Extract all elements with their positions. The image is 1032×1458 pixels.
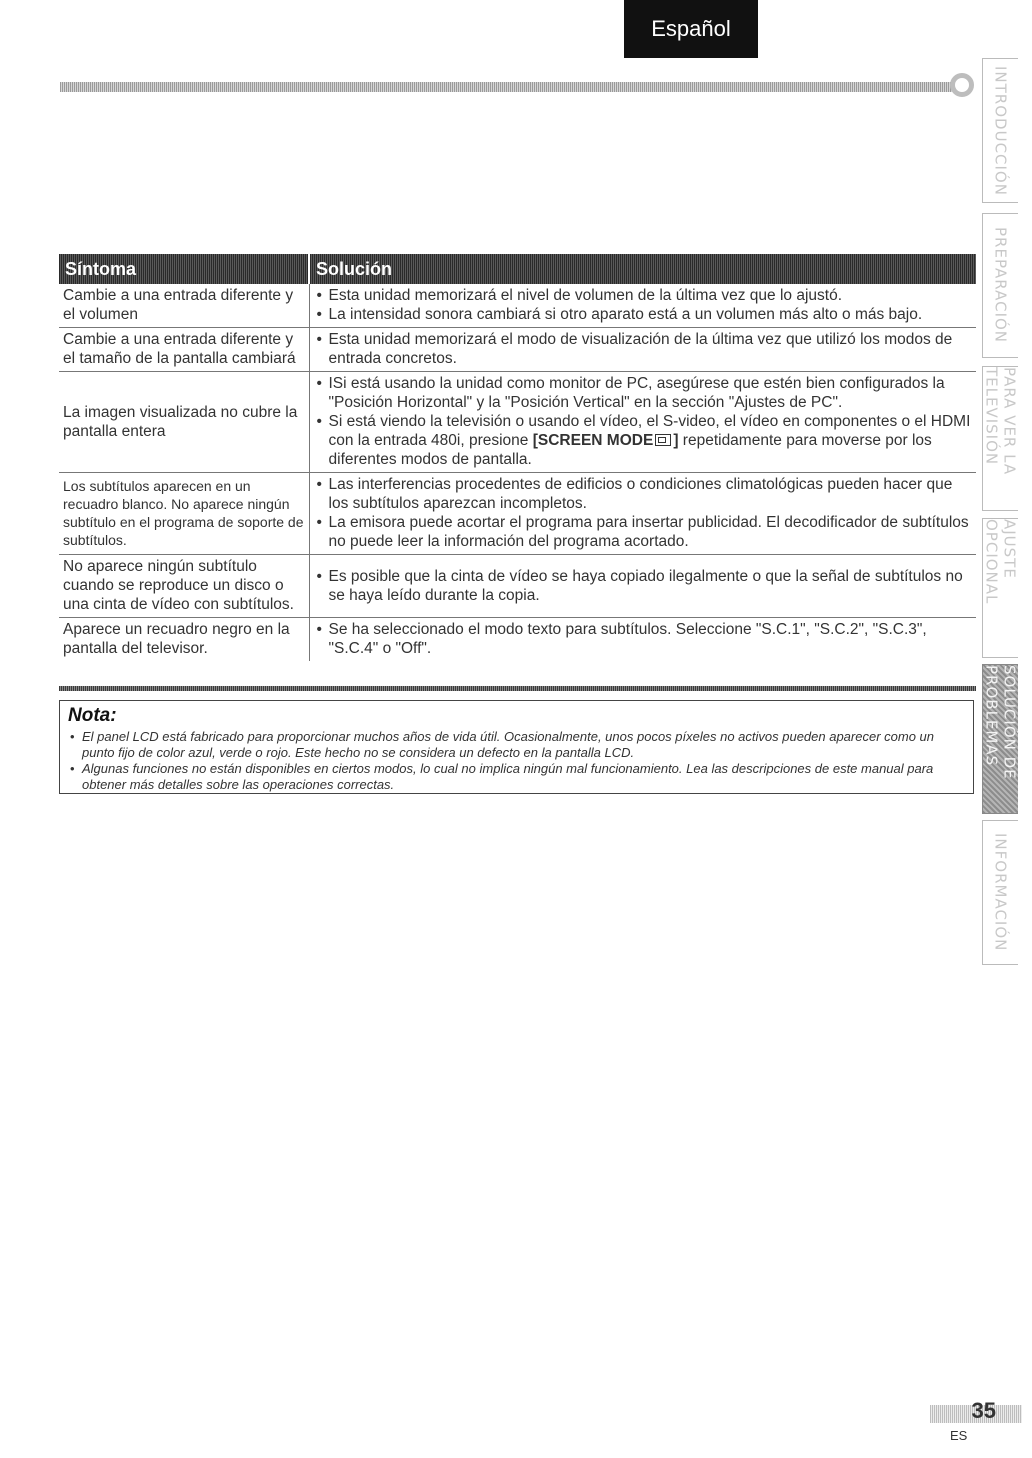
screen-mode-button-label: [SCREEN MODE	[532, 432, 654, 449]
solution-item: • Esta unidad memorizará el modo de visualización de la última vez que utilizó los modos de entrada concretos.	[314, 330, 973, 368]
symptom-cell: No aparece ningún subtítulo cuando se reproduce un disco o una cinta de vídeo con subtítulos.	[59, 555, 309, 618]
screen-mode-icon	[655, 434, 671, 446]
side-tab-label: INTRODUCCIÓN	[991, 65, 1010, 196]
troubleshooting-table	[59, 254, 976, 661]
symptom-cell: Aparece un recuadro negro en la pantalla del televisor.	[59, 618, 309, 662]
symptom-cell: Cambie a una entrada diferente y el tamaño de la pantalla cambiará	[59, 328, 309, 372]
top-rule	[60, 82, 952, 92]
table-bottom-rule	[59, 686, 976, 691]
table-row	[59, 618, 976, 662]
table-row	[59, 284, 976, 328]
solution-item: • ISi está usando la unidad como monitor de PC, asegúrese que estén bien configurados la "Posición Horizontal" y la "Posición Vertical" en la sección "Ajustes de PC".	[314, 374, 973, 412]
screen-mode-button-close: ]	[673, 432, 679, 449]
table-header-row	[59, 254, 976, 284]
symptom-cell: Los subtítulos aparecen en un recuadro blanco. No aparece ningún subtítulo en el programa de soporte de subtítulos.	[59, 473, 309, 555]
note-title: Nota:	[68, 705, 117, 726]
side-tab-informacion[interactable]	[982, 820, 1018, 965]
symptom-header: Síntoma	[59, 254, 309, 284]
solution-cell	[309, 284, 976, 328]
solution-cell	[309, 618, 976, 662]
note-box	[59, 700, 974, 794]
symptom-cell: La imagen visualizada no cubre la pantalla entera	[59, 372, 309, 473]
side-tab-introduccion[interactable]	[982, 58, 1018, 203]
solution-item: • La emisora puede acortar el programa para insertar publicidad. El decodificador de subtítulos no puede leer la información del programa acortado.	[314, 513, 973, 551]
solution-cell	[309, 328, 976, 372]
solution-item: • Se ha seleccionado el modo texto para subtítulos. Seleccione "S.C.1", "S.C.2", "S.C.3", "S.C.4" o "Off".	[314, 620, 973, 658]
side-tab-ajuste-opcional[interactable]	[982, 518, 1018, 658]
side-tab-preparacion[interactable]	[982, 213, 1018, 358]
side-tab-solucion-de-problemas[interactable]	[982, 664, 1018, 814]
side-tab-label: INFORMACIÓN	[991, 833, 1010, 952]
solution-text: Si está viendo la televisión o usando el vídeo, el S-video, el vídeo en componentes o el HDMI con la entrada 480i, presione	[328, 413, 971, 449]
solution-item: • Esta unidad memorizará el nivel de volumen de la última vez que lo ajustó.	[314, 286, 973, 305]
table-row	[59, 473, 976, 555]
top-rule-end-circle	[950, 73, 974, 97]
solution-item: • Es posible que la cinta de vídeo se haya copiado ilegalmente o que la señal de subtítulos no se haya leído durante la copia.	[314, 567, 973, 605]
solution-cell	[309, 473, 976, 555]
solution-item: • La intensidad sonora cambiará si otro aparato está a un volumen más alto o más bajo.	[314, 305, 973, 324]
side-tab-label: PREPARACIÓN	[991, 227, 1010, 344]
solution-cell	[309, 555, 976, 618]
table-row	[59, 555, 976, 618]
page-number: 35	[971, 1398, 996, 1423]
solution-text: repetidamente para moverse por los diferentes modos de pantalla.	[328, 432, 932, 468]
table-row	[59, 372, 976, 473]
page-language-code: ES	[950, 1428, 968, 1443]
table-row	[59, 328, 976, 372]
language-tab: Español	[624, 0, 758, 58]
symptom-cell: Cambie a una entrada diferente y el volumen	[59, 284, 309, 328]
solution-header: Solución	[309, 254, 976, 284]
side-tab-label: AJUSTE OPCIONAL	[982, 519, 1019, 605]
side-tab-label: PARA VER LA TELEVISIÓN	[982, 367, 1019, 476]
solution-item: • Las interferencias procedentes de edificios o condiciones climatológicas pueden hacer que los subtítulos aparezcan incompletos.	[314, 475, 973, 513]
note-item: • Algunas funciones no están disponibles en ciertos modos, lo cual no implica ningún mal funcionamiento. Lea las descripciones de este manual para obtener más detalles sobre las operaciones correctas.	[68, 761, 965, 793]
side-tab-para-ver[interactable]	[982, 366, 1018, 511]
note-item: • El panel LCD está fabricado para proporcionar muchos años de vida útil. Ocasionalmente, unos pocos píxeles no activos pueden aparecer como un punto fijo de color azul, verde o rojo. Este hecho no se considera un defecto en la pantalla LCD.	[68, 729, 965, 761]
solution-cell	[309, 372, 976, 473]
side-tab-label: SOLUCIÓN DE PROBLEMAS	[982, 665, 1019, 780]
solution-item	[314, 412, 973, 469]
